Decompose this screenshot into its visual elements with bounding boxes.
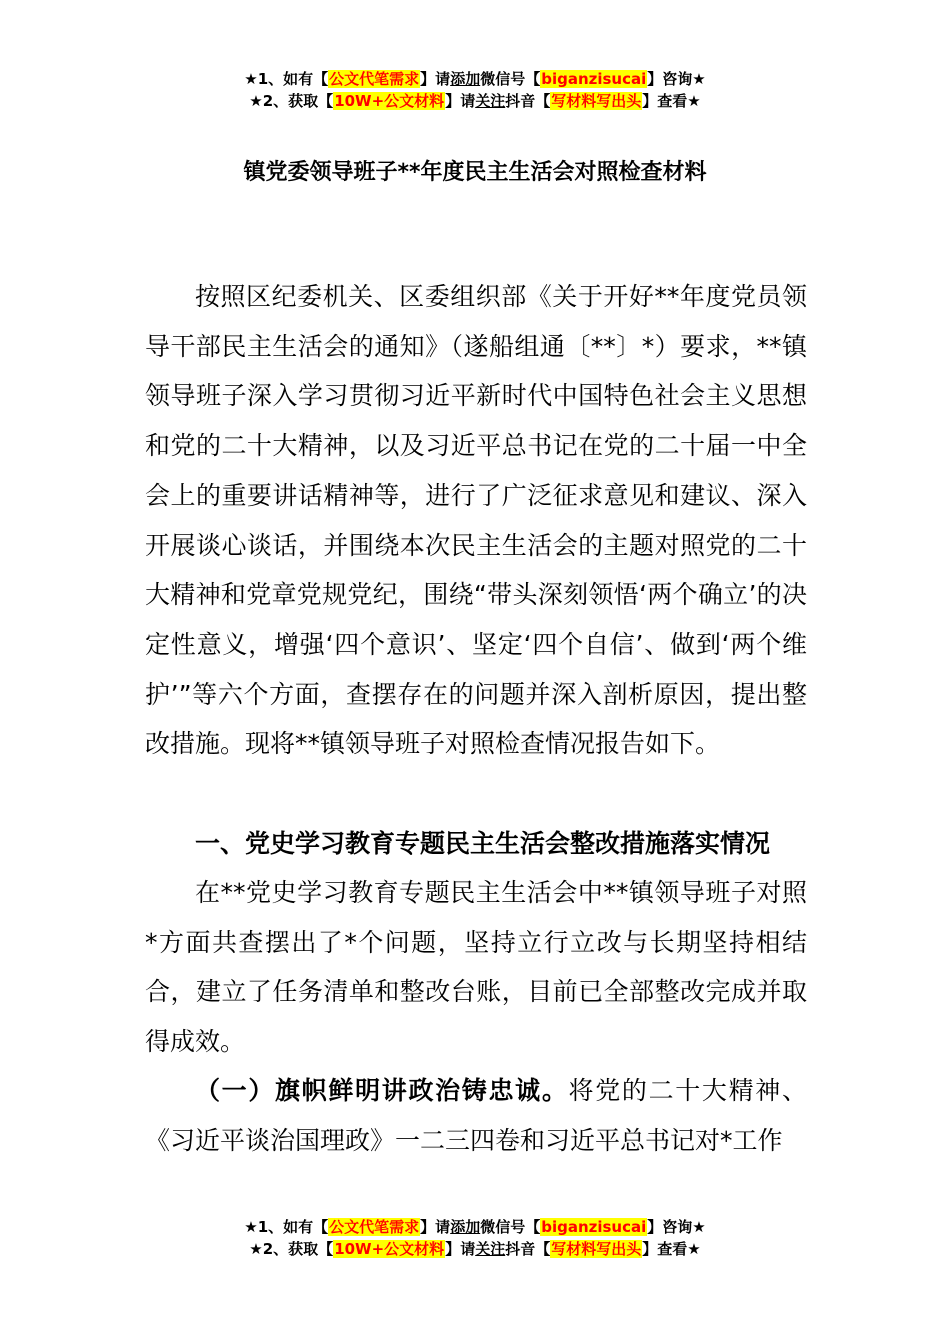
banner-text: ★2、获取【 [249, 1240, 334, 1258]
document-title: 镇党委领导班子**年度民主生活会对照检查材料 [243, 160, 707, 185]
banner-text: 抖音【 [505, 1240, 551, 1258]
banner-text: 微信号【 [480, 1218, 541, 1236]
banner-text: 】查看★ [642, 92, 701, 110]
banner-text: ★1、如有【 [244, 70, 329, 88]
subsection-paragraph [145, 1066, 807, 1165]
banner-line-2 [0, 1238, 950, 1260]
banner-text: 】咨询★ [647, 70, 706, 88]
banner-text: 】请 [420, 70, 451, 88]
banner-highlight: biganzisucai [541, 70, 647, 88]
banner-text: 】请 [445, 1240, 476, 1258]
subsection-text: 将党的二十大精神、《习近平谈治国理政》一二三四卷和习近平总书记对*工作 [145, 1076, 807, 1155]
banner-highlight: biganzisucai [541, 1218, 647, 1236]
banner-text: ★2、获取【 [249, 92, 334, 110]
section-paragraph: 在**党史学习教育专题民主生活会中**镇领导班子对照*方面共查摆出了*个问题，坚持立行立改与长期坚持相结合，建立了任务清单和整改台账，目前已全部整改完成并取得成效。 [145, 878, 807, 1057]
banner-text: 】请 [445, 92, 476, 110]
banner-highlight: 公文代笔需求 [329, 1218, 420, 1236]
banner-highlight: 写材料写出头 [551, 92, 642, 110]
banner-line-2 [0, 90, 950, 112]
banner-highlight: 10W+公文材料 [334, 92, 445, 110]
intro-paragraph: 按照区纪委机关、区委组织部《关于开好**年度党员领导干部民主生活会的通知》（遂船组通〔**〕*）要求，**镇领导班子深入学习贯彻习近平新时代中国特色社会主义思想和党的二十大精神，以及习近平总书记在党的二十届一中全会上的重要讲话精神等，进行了广泛征求意见和建议、深入开展谈心谈话，并围绕本次民主生活会的主题对照党的二十大精神和党章党规党纪，围绕“带头深刻领悟‘两个确立’的决定性意义，增强‘四个意识’、坚定‘四个自信’、做到‘两个维护’”等六个方面，查摆存在的问题并深入剖析原因，提出整改措施。现将**镇领导班子对照检查情况报告如下。 [145, 282, 807, 759]
banner-highlight: 写材料写出头 [551, 1240, 642, 1258]
banner-highlight: 10W+公文材料 [334, 1240, 445, 1258]
banner-text: 】咨询★ [647, 1218, 706, 1236]
section-heading: 一、党史学习教育专题民主生活会整改措施落实情况 [195, 829, 771, 858]
banner-text: ★1、如有【 [244, 1218, 329, 1236]
banner-underline: 添加 [450, 1218, 481, 1236]
banner-highlight: 公文代笔需求 [329, 70, 420, 88]
header-banner [0, 68, 950, 112]
subsection-heading: （一）旗帜鲜明讲政治铸忠诚。 [195, 1076, 569, 1105]
banner-underline: 添加 [450, 70, 481, 88]
banner-underline: 关注 [475, 1240, 506, 1258]
banner-line-1 [0, 68, 950, 90]
banner-text: 】请 [420, 1218, 451, 1236]
banner-text: 微信号【 [480, 70, 541, 88]
banner-text: 抖音【 [505, 92, 551, 110]
banner-text: 】查看★ [642, 1240, 701, 1258]
footer-banner [0, 1216, 950, 1260]
banner-line-1 [0, 1216, 950, 1238]
banner-underline: 关注 [475, 92, 506, 110]
